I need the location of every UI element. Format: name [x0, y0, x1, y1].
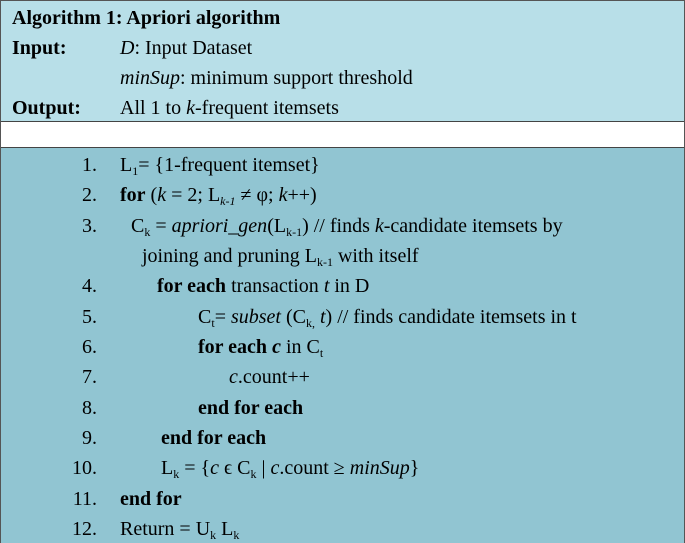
line-number: 11.	[72, 488, 97, 510]
input-minsup: minSup: minimum support threshold	[120, 67, 413, 89]
step-12: Return = $U_k$ $L_k$	[120, 518, 240, 542]
step-1: $L_1=$ {1-frequent itemset}	[120, 154, 320, 178]
line-number: 8.	[82, 397, 97, 419]
line-number: 2.	[82, 184, 97, 206]
line-number: 3.	[82, 215, 97, 237]
output-label: Output:	[12, 97, 81, 119]
line-number: 12.	[72, 518, 97, 540]
step-9: end for each	[161, 427, 267, 449]
step-3-continued: joining and pruning $L_{k-1}$ with itself	[142, 245, 419, 269]
step-4: for each transaction t in D	[157, 275, 370, 297]
step-8: end for each	[198, 397, 304, 419]
algorithm-steps	[1, 147, 684, 543]
line-number: 10.	[72, 457, 97, 479]
line-number: 6.	[82, 336, 97, 358]
step-7: c.count++	[229, 366, 310, 388]
line-number: 7.	[82, 366, 97, 388]
input-d: D: Input Dataset	[120, 37, 253, 59]
output-desc: All 1 to k-frequent itemsets	[120, 97, 339, 119]
line-number: 1.	[82, 154, 97, 176]
step-11: end for	[120, 488, 182, 510]
header-gap	[1, 122, 684, 147]
step-3: $C_k$ = $apriori\_gen(L_{k-1})$ // finds k-candidate itemsets by	[131, 215, 563, 239]
step-6: for each c in $C_t$	[198, 336, 324, 360]
line-number: 9.	[82, 427, 97, 449]
step-10: $L_k = \{c$ ϵ $C_k$ | c.count ≥ minSup}	[161, 457, 420, 481]
algorithm-header	[1, 1, 684, 122]
step-2: for (k = 2; $L_{k-1} \ne \varphi$; k++)	[120, 184, 317, 208]
input-label: Input:	[12, 37, 67, 59]
line-number: 4.	[82, 275, 97, 297]
algorithm-title: Algorithm 1: Apriori algorithm	[12, 7, 281, 29]
line-number: 5.	[82, 306, 97, 328]
step-5: $C_t=$ subset ($C_{k,}$ t) // finds candidate itemsets in t	[198, 306, 577, 330]
